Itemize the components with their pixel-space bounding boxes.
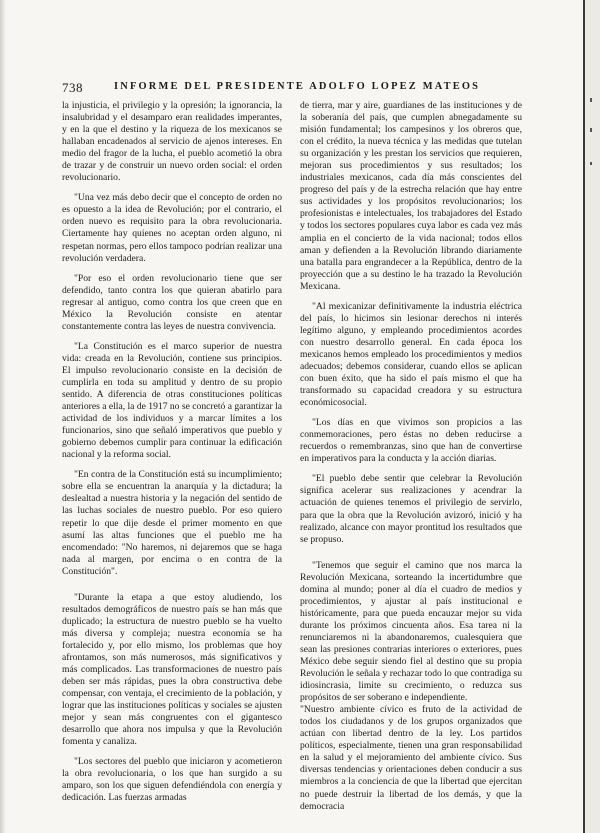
- paragraph: "Tenemos que seguir el camino que nos marca la Revolución Mexicana, sorteando la incertidumbre que domina al mundo; poner al día el cuadro de medios y procedimientos, y ajustar al país institucional e históricamente, para que pueda encauzar mejor su vida durante los próximos cincuenta años. Esa tarea ni la renunciaremos ni la abandonaremos, cualesquiera que sean las presiones contrarias interiores o exteriores, pues México debe seguir siendo fiel al destino que su propia Revolución le señala y rechazar todo lo que contradiga su idiosincrasia, limite su crecimiento, o reduzca sus propósitos de ser soberano e independiente.: [300, 559, 522, 704]
- paragraph: "Al mexicanizar definitivamente la industria eléctrica del país, lo hicimos sin lesionar derechos ni interés legítimo alguno, y empleando procedimientos acordes con nuestro desarrollo general. En cada época los mexicanos hemos empleado los procedimientos y medios adecuados; debemos considerar, cuando ellos se aplican con buen éxito, que ha sido el país mismo el que ha transformado su capacidad creadora y su estructura económicosocial.: [300, 300, 522, 409]
- adjacent-page-strip: [585, 0, 600, 833]
- scan-mark: [590, 98, 592, 102]
- page-edge-shadow: [0, 0, 6, 833]
- scan-mark: [590, 128, 592, 132]
- right-column: [300, 100, 522, 813]
- paragraph: "Por eso el orden revolucionario tiene que ser defendido, tanto contra los que quieran abatirlo para regresar al antiguo, como contra los que creen que en México la Revolución consiste en atentar constantemente contra las leyes de nuestra convivencia.: [62, 272, 282, 332]
- paragraph: "Nuestro ambiente cívico es fruto de la actividad de todos los ciudadanos y de los grupos organizados que actúan con libertad dentro de la ley. Los partidos políticos, especialmente, tienen una gran responsabilidad en la salud y el mejoramiento del ambiente cívico. Sus diversas tendencias y orientaciones deben conducir a sus miembros a la conciencia de que la libertad que ejercitan no puede destruir la libertad de los demás, y que la democracia: [300, 704, 522, 812]
- running-title: INFORME DEL PRESIDENTE ADOLFO LOPEZ MATEOS: [114, 81, 481, 92]
- paragraph: "Una vez más debo decir que el concepto de orden no es opuesto a la idea de Revolución; por el contrario, el orden nuevo es requisito para la obra revolucionaria. Ciertamente hay quienes no aceptan orden alguno, ni respetan normas, pero ellos tampoco podrían realizar una revolución verdadera.: [62, 192, 282, 264]
- scan-mark: [590, 162, 592, 165]
- paragraph: "En contra de la Constitución está su incumplimiento; sobre ella se encuentran la anarquía y la dictadura; la deslealtad a nuestra historia y la negación del sentido de las luchas sociales de nuestro pueblo. Por eso quiero repetir lo que dije desde el primer momento en que asumí las altas funciones que el pueblo me ha encomendado: "No haremos, ni dejaremos que se haga nada al margen, por encima o en contra de la Constitución".: [62, 469, 282, 577]
- paragraph: "La Constitución es el marco superior de nuestra vida: creada en la Revolución, contiene sus principios. El impulso revolucionario consiste en la decisión de cumplirla en toda su amplitud y dentro de su propio sentido. A diferencia de otras constituciones políticas anteriores a ella, la de 1917 no se concretó a garantizar la actividad de los individuos y a marcar límites a los funcionarios, sino que señaló imperativos que pueblo y gobierno debemos cumplir para continuar la edificación nacional y la reforma social.: [62, 340, 283, 461]
- left-column: [62, 100, 282, 805]
- paragraph: "Los días en que vivimos son propicios a las conmemoraciones, pero éstas no deben reducirse a recuerdos o remembranzas, sino que han de convertirse en imperativos para la conducta y la acción diarias.: [300, 417, 522, 465]
- paragraph: de tierra, mar y aire, guardianes de las instituciones y de la soberanía del país, que cumplen abnegadamente su misión fundamental; los campesinos y los obreros que, con el crédito, la nueva técnica y las medidas que tutelan su organización y les prestan los servicios que requieren, mejoran sus procedimientos y sus resultados; los industriales mexicanos, cada día más conscientes del progreso del país y de la estrecha relación que hay entre sus actividades y los propósitos revolucionarios; los profesionistas e intelectuales, los trabajadores del Estado y todos los sectores populares cuya labor es cada vez más amplia en el concierto de la vida nacional; todos ellos aman y defienden a la Revolución librando diariamente una batalla para engrandecer a la República, dentro de la proyección que a su destino le ha trazado la Revolución Mexicana.: [300, 100, 522, 292]
- page-number: 738: [62, 80, 83, 95]
- paragraph: "Durante la etapa a que estoy aludiendo, los resultados demográficos de nuestro país se han más que duplicado; la estructura de nuestro pueblo se ha vuelto más diversa y compleja; nuestra economía se ha fortalecido y, por ello mismo, los problemas que hoy afrontamos, son más numerosos, más significativos y más complicados. Las transformaciones de nuestro país deben ser más rápidas, pues la obra constructiva debe compensar, con ventaja, el crecimiento de la población, y lograr que las instituciones políticas y sociales se ajusten mejor y sean más congruentes con el gigantesco desarrollo que ahora nos impulsa y que la Revolución fomenta y canaliza.: [62, 591, 282, 748]
- paragraph: la injusticia, el privilegio y la opresión; la ignorancia, la insalubridad y el desamparo eran realidades imperantes, y en la que el destino y la riqueza de los mexicanos se hallaban encadenados al servicio de ajenos intereses. En medio del fragor de la lucha, el pueblo acometió la obra de trazar y de construir un nuevo orden social: el orden revolucionario.: [62, 100, 282, 184]
- page-header: [62, 80, 562, 96]
- paragraph: "El pueblo debe sentir que celebrar la Revolución significa acelerar sus realizaciones y acendrar la actuación de quienes tenemos el privilegio de servirlo, para que la obra que la Revolución avizoró, inició y ha realizado, alcance con mayor prontitud los resultados que se propuso.: [300, 473, 522, 545]
- paragraph: "Los sectores del pueblo que iniciaron y acometieron la obra revolucionaria, o los que han surgido a su amparo, son los que siguen defendiéndola con energía y dedicación. Las fuerzas armadas: [62, 756, 282, 804]
